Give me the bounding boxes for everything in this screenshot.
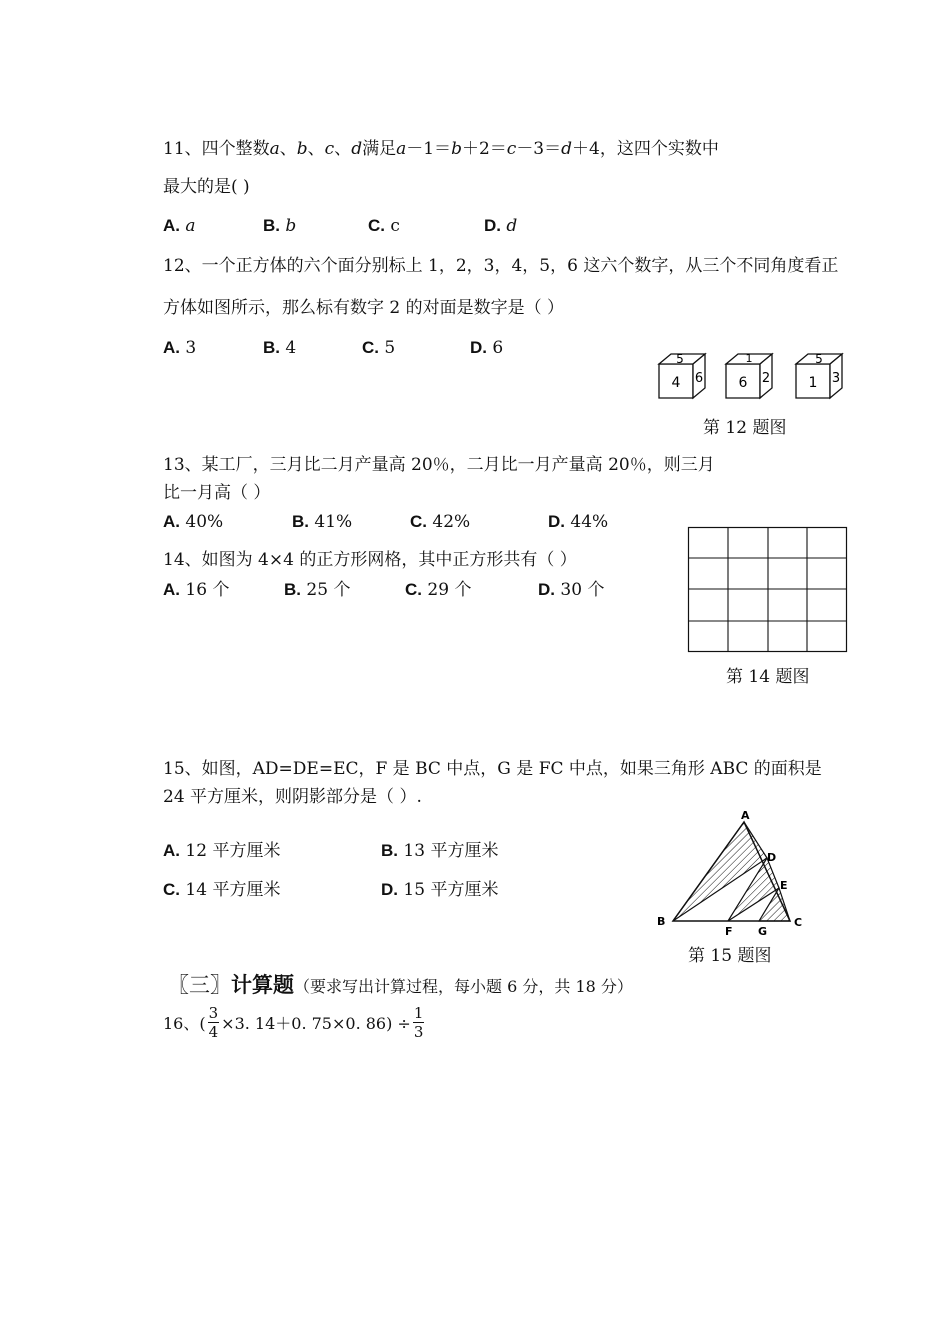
cube-side-label: 6: [694, 371, 704, 386]
q13-line1: 13、某工厂，三月比二月产量高 20％，二月比一月产量高 20％，则三月: [163, 455, 715, 475]
q11-text: 满足: [362, 139, 397, 159]
option-value: 40%: [185, 512, 224, 532]
var-c: c: [324, 139, 335, 159]
q16-expression: [163, 1004, 426, 1041]
point-label-f: F: [725, 925, 733, 938]
q15-line1: 15、如图，AD=DE=EC，F 是 BC 中点，G 是 FC 中点，如果三角形 ABC 的面积是: [163, 759, 822, 779]
option-value: c: [390, 216, 400, 236]
option-value: 25 个: [306, 580, 351, 600]
q11-text: ＋4，这四个实数中: [572, 139, 719, 159]
q11-text: 11、四个整数: [163, 139, 270, 159]
var-b: b: [296, 139, 308, 159]
vertex-label-c: C: [794, 916, 803, 929]
section-number: 〖三〗: [168, 973, 231, 997]
vertex-label-a: A: [741, 809, 750, 822]
option-key: C.: [405, 580, 422, 599]
option-key: C.: [368, 216, 385, 235]
q11-line1: [163, 137, 719, 161]
option-value: 42%: [432, 512, 471, 532]
var-c: c: [506, 139, 517, 159]
option-value: 13 平方厘米: [403, 841, 499, 861]
q14-option-c[interactable]: [405, 578, 471, 602]
option-value: b: [285, 216, 297, 236]
cube-front-label: 1: [808, 375, 818, 391]
cube-2: [726, 352, 772, 398]
q14-line1: 14、如图为 4×4 的正方形网格，其中正方形共有（ ）: [163, 550, 577, 570]
q14-option-d[interactable]: [538, 578, 604, 602]
option-value: 16 个: [185, 580, 230, 600]
option-key: A.: [163, 512, 180, 531]
var-d: d: [561, 139, 573, 159]
fraction-numerator: 3: [208, 1004, 219, 1022]
q15-line2: 24 平方厘米，则阴影部分是（ ）.: [163, 787, 422, 807]
vertex-label-b: B: [657, 915, 666, 928]
option-value: 44%: [570, 512, 609, 532]
q13-option-b[interactable]: [292, 510, 352, 534]
section-note: （要求写出计算过程，每小题 6 分，共 18 分）: [294, 977, 633, 996]
q12-option-a[interactable]: [163, 336, 196, 360]
q15-option-a[interactable]: [163, 839, 280, 863]
var-a: a: [396, 139, 407, 159]
option-key: D.: [470, 338, 487, 357]
option-key: C.: [362, 338, 379, 357]
cube-front-label: 4: [671, 375, 681, 391]
q11-option-a[interactable]: [163, 214, 196, 238]
option-key: B.: [292, 512, 309, 531]
cube-top-label: 1: [745, 352, 753, 365]
q14-figure-caption: 第 14 题图: [726, 667, 810, 687]
option-value: 14 平方厘米: [185, 880, 281, 900]
option-value: 41%: [314, 512, 353, 532]
q12-option-c[interactable]: [362, 336, 395, 360]
option-key: B.: [381, 841, 398, 860]
q11-eq: －1＝: [406, 139, 452, 159]
point-label-d: D: [767, 851, 777, 864]
option-key: D.: [381, 880, 398, 899]
q16-prefix: 16、(: [163, 1014, 206, 1033]
q15-option-c[interactable]: [163, 878, 280, 902]
q11-option-d[interactable]: [484, 214, 517, 238]
option-value: a: [185, 216, 196, 236]
section-title: 计算题: [231, 973, 294, 997]
fraction-numerator: 1: [413, 1004, 424, 1022]
cube-1: [659, 352, 705, 398]
q14-option-b[interactable]: [284, 578, 350, 602]
option-key: D.: [484, 216, 501, 235]
option-key: D.: [548, 512, 565, 531]
q15-figure-caption: 第 15 题图: [688, 946, 772, 966]
option-key: A.: [163, 216, 180, 235]
cube-top-label: 5: [676, 352, 684, 366]
option-key: A.: [163, 841, 180, 860]
option-value: 15 平方厘米: [403, 880, 499, 900]
q13-option-a[interactable]: [163, 510, 223, 534]
q11-option-b[interactable]: [263, 214, 296, 238]
q11-sep: 、: [334, 139, 352, 159]
cube-side-label: 3: [831, 371, 841, 386]
q15-option-d[interactable]: [381, 878, 498, 902]
q11-option-c[interactable]: [368, 214, 400, 238]
var-d: d: [351, 139, 363, 159]
q14-option-a[interactable]: [163, 578, 229, 602]
q13-line2: 比一月高（ ）: [163, 483, 271, 503]
q16-middle: ×3. 14＋0. 75×0. 86) ÷: [221, 1014, 411, 1033]
section-heading: [168, 969, 633, 999]
var-a: a: [269, 139, 280, 159]
triangle-figure: [655, 806, 815, 938]
option-key: B.: [263, 216, 280, 235]
q13-option-c[interactable]: [410, 510, 470, 534]
option-key: A.: [163, 338, 180, 357]
option-key: D.: [538, 580, 555, 599]
option-value: 3: [185, 338, 197, 358]
q15-option-b[interactable]: [381, 839, 498, 863]
cube-side-label: 2: [761, 371, 771, 386]
q11-eq: ＋2＝: [461, 139, 507, 159]
q11-eq: －3＝: [516, 139, 562, 159]
cube-front-label: 6: [738, 375, 748, 391]
fraction-denominator: 3: [413, 1023, 424, 1041]
option-value: 29 个: [427, 580, 472, 600]
option-key: C.: [410, 512, 427, 531]
fraction-denominator: 4: [208, 1023, 219, 1041]
cube-top-label: 5: [815, 352, 823, 366]
q11-sep: 、: [307, 139, 325, 159]
option-key: C.: [163, 880, 180, 899]
q13-option-d[interactable]: [548, 510, 608, 534]
fraction-three-quarters: [208, 1004, 220, 1041]
point-label-g: G: [758, 925, 768, 938]
q12-figure-caption: 第 12 题图: [703, 418, 787, 438]
grid-4x4-figure: [688, 527, 848, 653]
cubes-figure: [655, 346, 855, 404]
option-value: d: [506, 216, 518, 236]
q11-sep: 、: [279, 139, 297, 159]
option-value: 6: [492, 338, 504, 358]
q12-line2: 方体如图所示，那么标有数字 2 的对面是数字是（ ）: [163, 298, 565, 318]
shaded-region-abd: [673, 822, 767, 921]
option-value: 4: [285, 338, 297, 358]
option-value: 30 个: [560, 580, 605, 600]
q12-option-d[interactable]: [470, 336, 503, 360]
point-label-e: E: [780, 879, 788, 892]
option-value: 5: [384, 338, 396, 358]
var-b: b: [451, 139, 462, 159]
option-key: B.: [284, 580, 301, 599]
cube-3: [796, 352, 842, 398]
q12-line1: 12、一个正方体的六个面分别标上 1，2，3，4，5，6 这六个数字，从三个不同角度看正: [163, 256, 839, 276]
option-key: B.: [263, 338, 280, 357]
option-value: 12 平方厘米: [185, 841, 281, 861]
option-key: A.: [163, 580, 180, 599]
fraction-one-third: [413, 1004, 425, 1041]
q12-option-b[interactable]: [263, 336, 296, 360]
q11-line2: 最大的是( ): [163, 177, 250, 197]
